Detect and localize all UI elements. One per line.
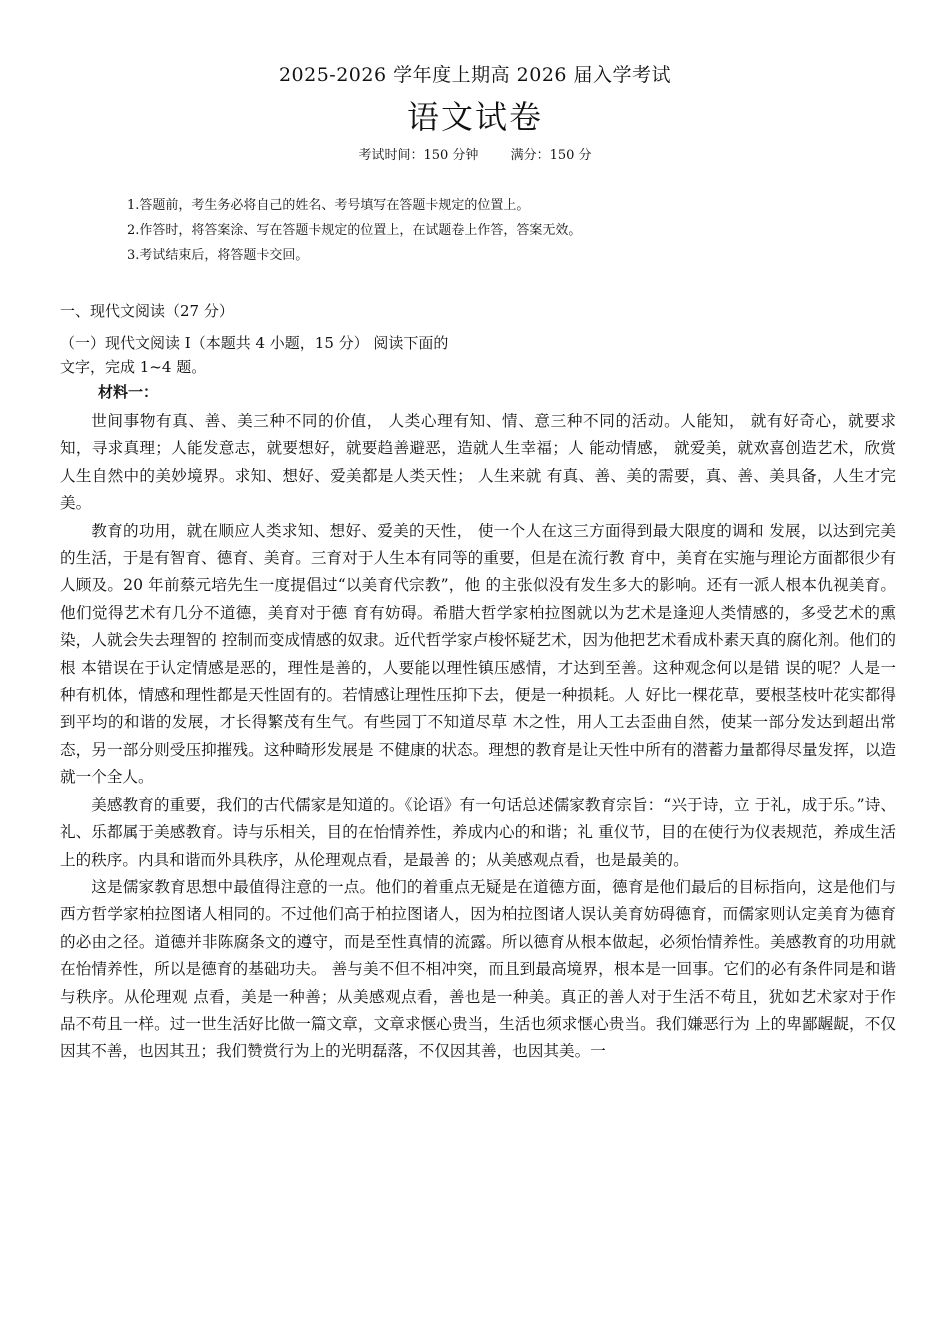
subsection-instruction: （一）现代文阅读 I（本题共 4 小题，15 分） 阅读下面的文字，完成 1~4 题。 <box>60 334 449 376</box>
passage-paragraph: 美感教育的重要，我们的古代儒家是知道的。《论语》有一句话总述儒家教育宗旨：“兴于诗，立 于礼，成于乐。”诗、礼、乐都属于美感教育。诗与乐相关，目的在怡情养性，养成内心的和谐；礼 重仪节，目的在使行为仪表规范，养成生活上的秩序。内具和谐而外具秩序，从伦理观点看，是最善 的；从美感观点看，也是最美的。 <box>60 795 896 869</box>
exam-time: 考试时间：150 分钟 <box>358 148 479 163</box>
passage-paragraph: 教育的功用，就在顺应人类求知、想好、爱美的天性， 使一个人在这三方面得到最大限度的调和 发展，以达到完美的生活，于是有智育、德育、美育。三育对于人生本有同等的重要，但是在流行教 育中，美育在实施与理论方面都很少有人顾及。20 年前蔡元培先生一度提倡过“以美育代宗教”，他 的主张似没有发生多大的影响。还有一派人根本仇视美育。他们觉得艺术有几分不道德，美育对于德 育有妨碍。希腊大哲学家柏拉图就以为艺术是逢迎人类情感的，多受艺术的熏染，人就会失去理智的 控制而变成情感的奴隶。近代哲学家卢梭怀疑艺术，因为他把艺术看成朴素天真的腐化剂。他们的根 本错误在于认定情感是恶的，理性是善的，人要能以理性镇压感情，才达到至善。这种观念何以是错 误的呢？人是一种有机体，情感和理性都是天性固有的。若情感让理性压抑下去，便是一种损耗。人 好比一棵花草，要根茎枝叶花实都得到平均的和谐的发展，才长得繁茂有生气。有些园丁不知道尽草 木之性，用人工去歪曲自然，使某一部分发达到超出常态，另一部分则受压抑摧残。这种畸形发展是 不健康的状态。理想的教育是让天性中所有的潜蓄力量都得尽量发挥，以造就一个全人。 <box>60 521 896 787</box>
section-title: 一、现代文阅读（27 分） <box>60 302 234 320</box>
passage-paragraph: 世间事物有真、善、美三种不同的价值， 人类心理有知、情、意三种不同的活动。人能知， 就有好奇心，就要求知，寻求真理；人能发意志，就要想好，就要趋善避恶，造就人生幸福；人 能动情感， 就爱美，就欢喜创造艺术，欣赏人生自然中的美妙境界。求知、想好、爱美都是人类天性； 人生来就 有真、善、美的需要，真、善、美具备，人生才完美。 <box>60 412 896 513</box>
notice-list <box>127 193 581 268</box>
notice-item: 3.考试结束后，将答题卡交回。 <box>127 248 309 263</box>
notice-item: 1.答题前，考生务必将自己的姓名、考号填写在答题卡规定的位置上。 <box>127 198 530 213</box>
notice-item: 2.作答时，将答案涂、写在答题卡规定的位置上，在试题卷上作答，答案无效。 <box>127 223 582 238</box>
reading-passage <box>60 408 896 1066</box>
exam-info <box>0 144 950 163</box>
material-label: 材料一： <box>98 383 159 401</box>
full-score: 满分：150 分 <box>510 148 592 163</box>
subject-title: 语文试卷 <box>406 98 543 136</box>
exam-title: 2025-2026 学年度上期高 2026 届入学考试 <box>278 64 672 86</box>
passage-paragraph: 这是儒家教育思想中最值得注意的一点。他们的着重点无疑是在道德方面，德育是他们最后的目标指向，这是他们与西方哲学家柏拉图诸人相同的。不过他们高于柏拉图诸人，因为柏拉图诸人误认美育妨碍德育，而儒家则认定美育为德育的必由之径。道德并非陈腐条文的遵守，而是至性真情的流露。所以德育从根本做起，必须怡情养性。美感教育的功用就在怡情养性，所以是德育的基础功夫。 善与美不但不相冲突，而且到最高境界，根本是一回事。它们的必有条件同是和谐与秩序。从伦理观 点看，美是一种善；从美感观点看，善也是一种美。真正的善人对于生活不苟且，犹如艺术家对于作 品不苟且一样。过一世生活好比做一篇文章，文章求惬心贵当，生活也须求惬心贵当。我们嫌恶行为 上的卑鄙龌龊，不仅因其不善，也因其丑；我们赞赏行为上的光明磊落，不仅因其善，也因其美。一 <box>60 877 896 1061</box>
